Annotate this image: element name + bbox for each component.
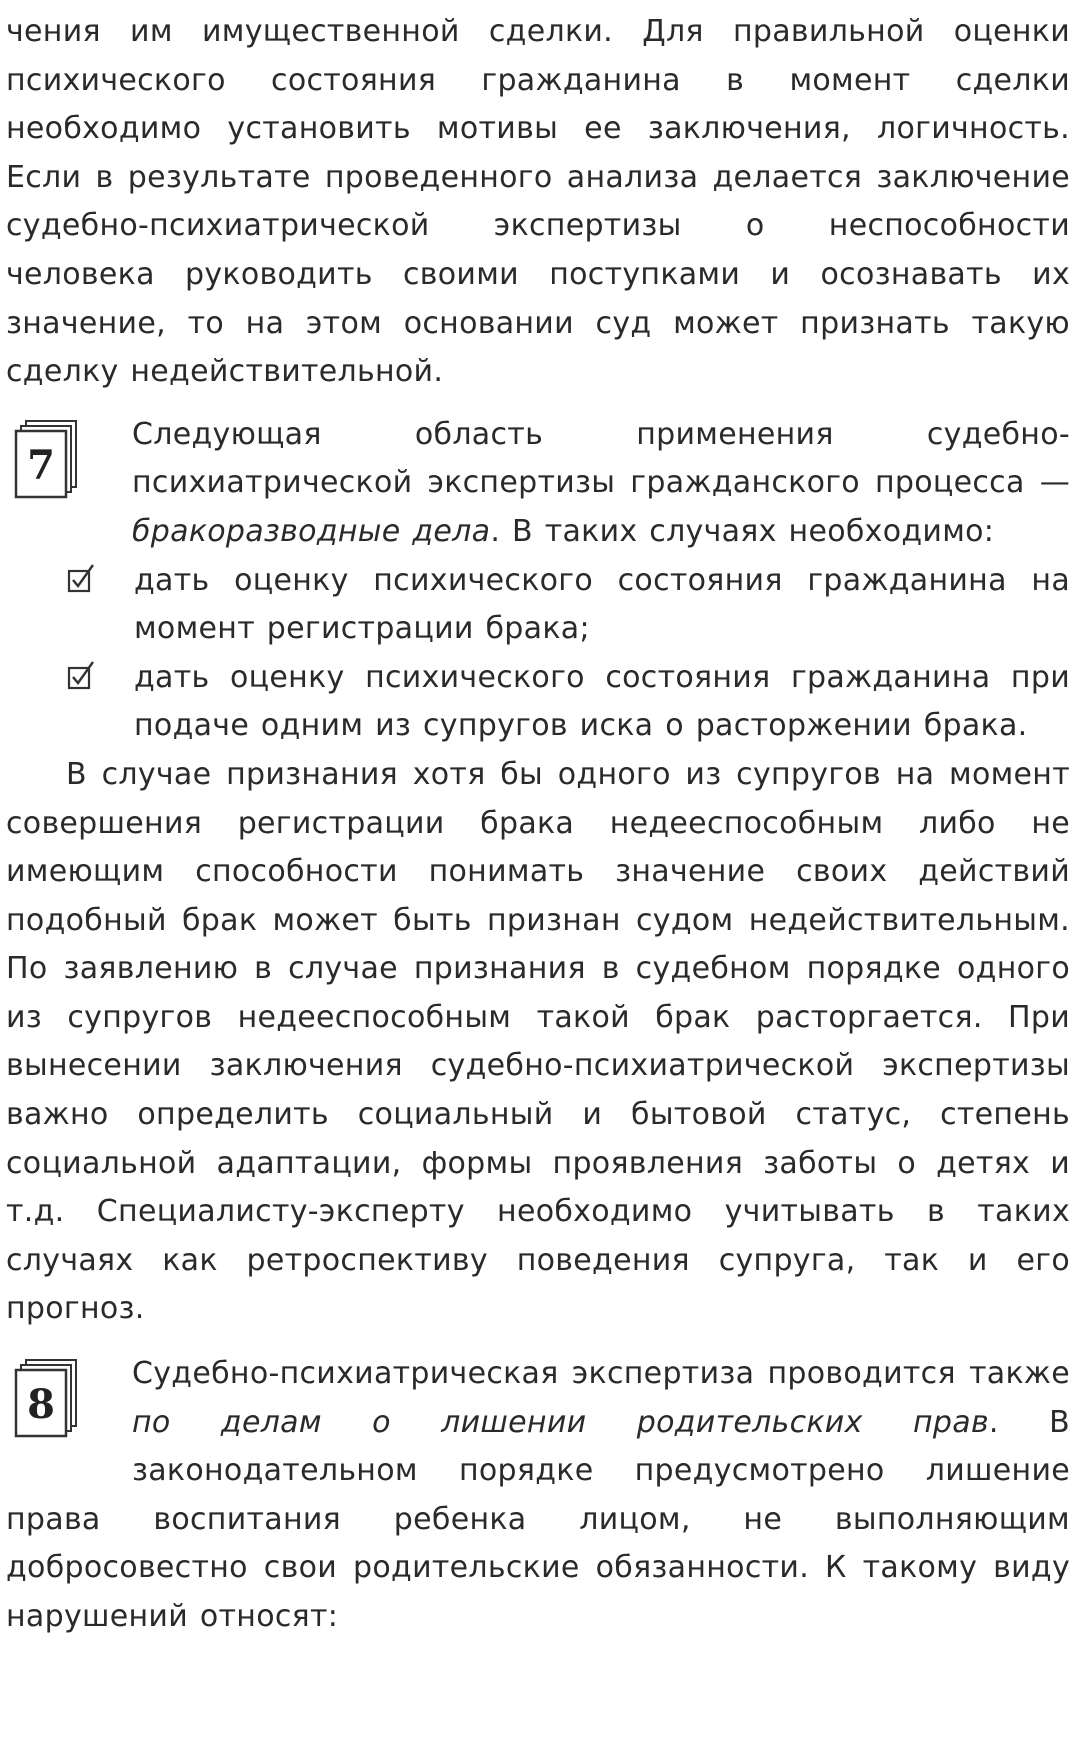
list-item bbox=[6, 654, 1070, 751]
document-page bbox=[6, 8, 1070, 1642]
checkbox-checked-icon bbox=[66, 658, 96, 694]
section-8-italic-term: по делам о лишении родительских прав bbox=[132, 1404, 989, 1440]
section-8-text bbox=[6, 1350, 1070, 1642]
section-8-text-before: Судебно-психиатрическая экспертиза проводится также bbox=[132, 1356, 1070, 1392]
bullet-list bbox=[6, 557, 1070, 751]
bullet-text: дать оценку психического состояния гражданина на момент регистрации брака; bbox=[134, 562, 1070, 647]
checkbox-checked-icon bbox=[66, 561, 96, 597]
paragraph-intro: чения им имущественной сделки. Для правильной оценки психического состояния гражданина в момент сделки необходимо установить мотивы ее заключения, логичность. Если в результате проведенного анализа делается заключение судебно-психиатрической экспертизы о неспособности человека руководить своими поступками и осознавать их значение, то на этом основании суд может признать такую сделку недействительной. bbox=[6, 14, 1070, 390]
section-7-italic-term: бракоразводные дела bbox=[132, 513, 491, 549]
list-item bbox=[6, 557, 1070, 654]
section-7-intro bbox=[6, 411, 1070, 557]
section-marker-7 bbox=[12, 419, 92, 509]
section-7-text-after: . В таких случаях необходимо: bbox=[490, 513, 995, 549]
section-7 bbox=[6, 411, 1070, 751]
section-8-text-after: . В законодательном порядке предусмотрено лишение права воспитания ребенка лицом, не выполняющим добросовестно свои родительские обязанности. К такому виду нарушений относят: bbox=[6, 1404, 1070, 1634]
section-marker-8 bbox=[12, 1358, 92, 1448]
section-number-8: 8 bbox=[27, 1381, 55, 1429]
section-number-7: 7 bbox=[27, 441, 55, 489]
paragraph-main: В случае признания хотя бы одного из супругов на момент совершения регистрации брака недееспособным либо не имеющим способности понимать значение своих действий подобный брак может быть признан судом недействительным. По заявлению в случае признания в судебном порядке одного из супругов недееспособным такой брак расторгается. При вынесении заключения судебно-психиатрической экспертизы важно определить социальный и бытовой статус, степень социальной адаптации, формы проявления заботы о детях и т.д. Специалисту-эксперту необходимо учитывать в таких случаях как ретроспективу поведения супруга, так и его прогноз. bbox=[6, 756, 1070, 1327]
section-8 bbox=[6, 1350, 1070, 1642]
section-7-text-before: Следующая область применения судебно-психиатрической экспертизы гражданского процесса — bbox=[132, 416, 1070, 501]
bullet-text: дать оценку психического состояния гражданина при подаче одним из супругов иска о расторжении брака. bbox=[134, 659, 1070, 744]
